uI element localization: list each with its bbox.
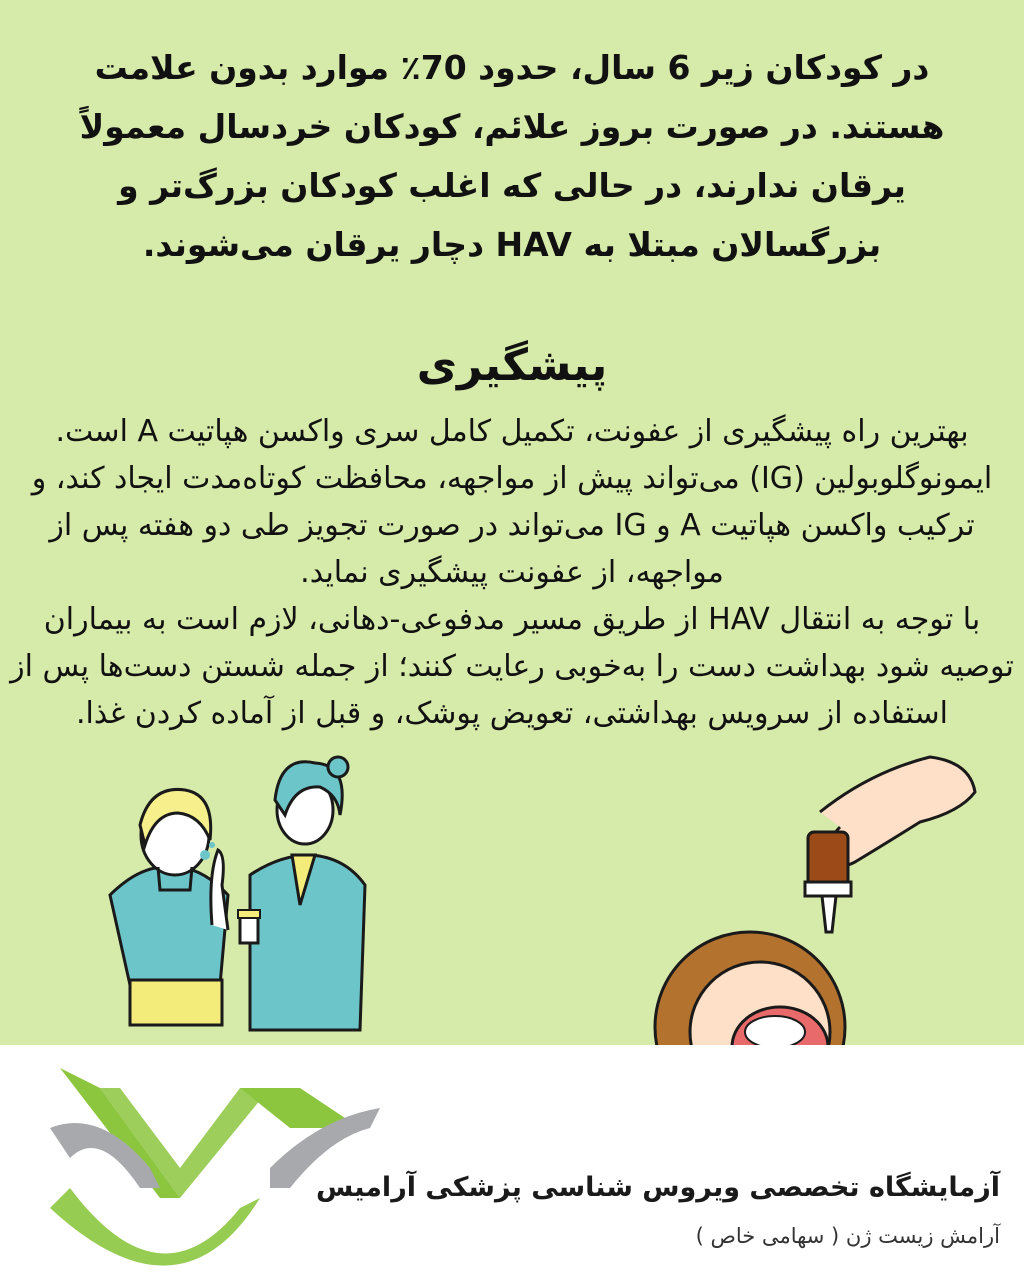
lab-name: آزمایشگاه تخصصی ویروس شناسی پزشکی آرامیس <box>316 1172 1000 1203</box>
prevention-text <box>8 408 1016 737</box>
intro-text <box>30 38 994 274</box>
prevention-paragraph-1: بهترین راه پیشگیری از عفونت، تکمیل کامل سری واکسن هپاتیت A است. ایمونوگلوبولین (IG) می‌تواند پیش از مواجهه، محافظت کوتاه‌مدت ایجاد کند، و ترکیب واکسن هپاتیت A و IG می‌تواند در صورت تجویز طی دو هفته پس از مواجهه، از عفونت پیشگیری نماید. <box>31 414 993 590</box>
intro-line: هستند. در صورت بروز علائم، کودکان خردسال معمولاً <box>79 107 945 146</box>
intro-line: بزرگسالان مبتلا به HAV دچار یرقان می‌شوند. <box>142 225 882 264</box>
prevention-paragraph-2: با توجه به انتقال HAV از طریق مسیر مدفوعی-دهانی، لازم است به بیماران توصیه شود بهداشت دست را به‌خوبی رعایت کنند؛ از جمله شستن دست‌ها پس از استفاده از سرویس بهداشتی، تعویض پوشک، و قبل از آماده کردن غذا. <box>10 602 1014 731</box>
intro-line: یرقان ندارند، در حالی که اغلب کودکان بزرگ‌تر و <box>118 166 906 205</box>
company-name: آرامش زیست ژن ( سهامی خاص ) <box>695 1224 1000 1248</box>
aramis-logo <box>40 1048 400 1278</box>
prevention-heading: پیشگیری <box>416 340 608 391</box>
patient-doctor-illustration <box>100 755 380 1035</box>
intro-line: در کودکان زیر 6 سال، حدود 70٪ موارد بدون علامت <box>94 48 930 87</box>
